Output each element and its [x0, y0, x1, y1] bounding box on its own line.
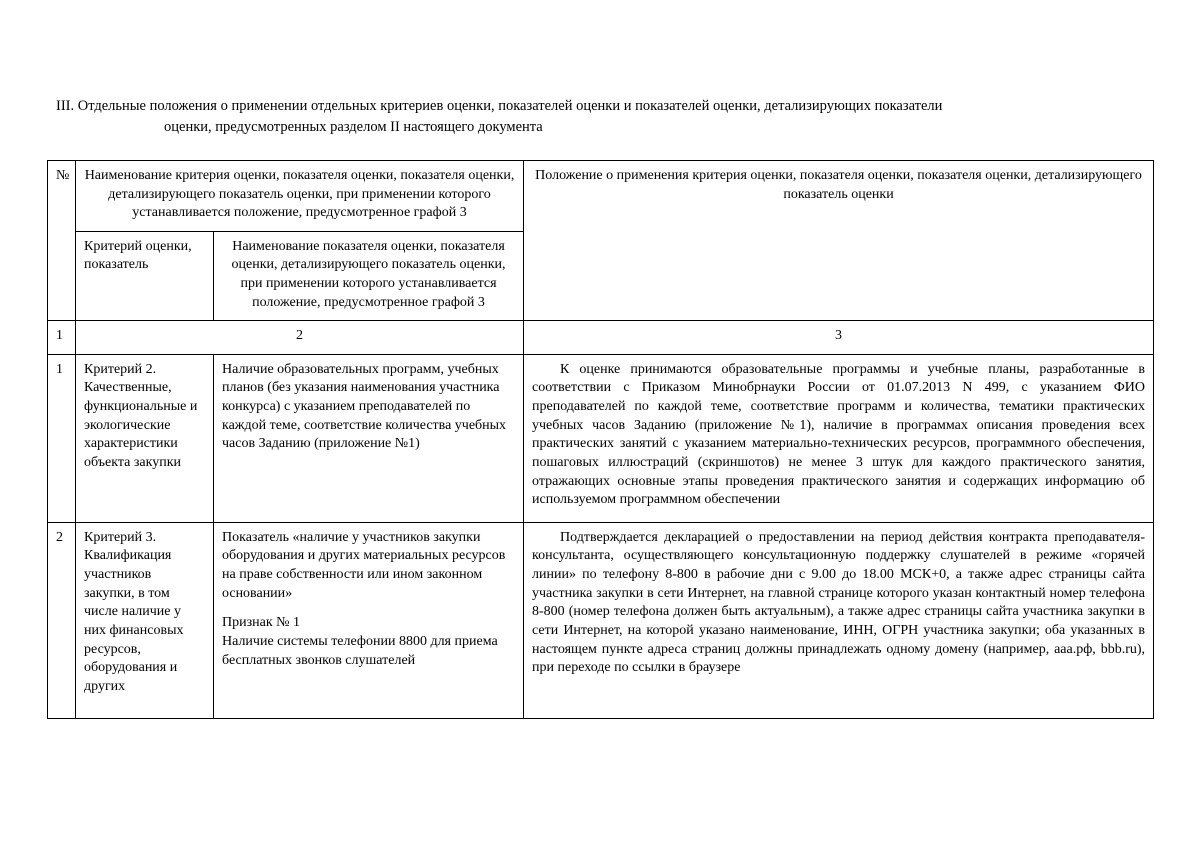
header-cell-indicator: Наименование показателя оценки, показателя оценки, детализирующего показатель оценки, при применении которого устанавливается положение, предусмотренное графой 3	[214, 231, 524, 320]
row-number: 1	[48, 354, 76, 522]
header-cell-criteria-group: Наименование критерия оценки, показателя оценки, показателя оценки, детализирующего показатель оценки, при применении которого устанавливается положение, предусмотренное графой 3	[76, 161, 524, 232]
row-indicator	[214, 522, 524, 718]
header-cell-position: Положение о применения критерия оценки, показателя оценки, показателя оценки, детализирующего показатель оценки	[524, 161, 1154, 321]
page-title	[56, 96, 1148, 138]
row-criteria: Критерий 3. Квалификация участников закупки, в том числе наличие у них финансовых ресурсов, оборудования и других	[76, 522, 214, 718]
column-number-2: 2	[76, 321, 524, 355]
row-criteria: Критерий 2. Качественные, функциональные и экологические характеристики объекта закупки	[76, 354, 214, 522]
row-position: Подтверждается декларацией о предоставлении на период действия контракта преподавателя-консультанта, осуществляющего консультационную поддержку слушателей в режиме «горячей линии» по телефону 8-800 в рабочие дни с 9.00 до 18.00 МСК+0, а также адрес страницы сайта участника закупки в сети Интернет, на главной странице которого указан контактный номер телефона 8-800 (номер телефона должен быть актуальным), а также адрес страницы сайта участника закупки в сети Интернет, на которой указано наименование, ИНН, ОГРН участника закупки; оба указанных в настоящем пункте адреса страниц должны принадлежать одному домену (например, aaa.рф, bbb.ru), при переходе по ссылки в браузере	[524, 522, 1154, 718]
table-row	[48, 522, 1154, 718]
column-number-3: 3	[524, 321, 1154, 355]
row-indicator: Наличие образовательных программ, учебных планов (без указания наименования участника конкурса) с указанием преподавателей по каждой теме, соответствие количества учебных часов Заданию (приложение №1)	[214, 354, 524, 522]
column-number-1: 1	[48, 321, 76, 355]
table-header-row	[48, 161, 1154, 232]
criteria-table	[47, 160, 1154, 719]
spacer	[222, 603, 515, 614]
table-row	[48, 354, 1154, 522]
header-cell-criteria: Критерий оценки, показатель	[76, 231, 214, 320]
row-indicator-sign-text: Наличие системы телефонии 8800 для приема бесплатных звонков слушателей	[222, 633, 498, 668]
row-indicator-main: Показатель «наличие у участников закупки оборудования и других материальных ресурсов на праве собственности или ином законном основании»	[222, 529, 506, 601]
page-title-line-1: III. Отдельные положения о применении отдельных критериев оценки, показателей оценки и показателей оценки, детализирующих показатели	[56, 98, 943, 114]
table-column-number-row	[48, 321, 1154, 355]
row-indicator-sign-label: Признак № 1	[222, 615, 300, 631]
row-position: К оценке принимаются образовательные программы и учебные планы, разработанные в соответствии с Приказом Минобрнауки России от 01.07.2013 N 499, с указанием ФИО преподавателей по каждой теме, соответствие программ и количества, тематики практических учебных часов Заданию (приложение №1), наличие в программах описания проведения всех практических занятий с указанием материально-технических ресурсов, программного обеспечения, пошаговых иллюстраций (скриншотов) не менее 3 штук для каждого практического занятия, отражающих основные этапы проведения практического занятия и содержащих информацию об используемом программном обеспечении	[524, 354, 1154, 522]
header-cell-number: №	[48, 161, 76, 321]
page-title-line-2: оценки, предусмотренных разделом II настоящего документа	[164, 119, 543, 136]
row-number: 2	[48, 522, 76, 718]
